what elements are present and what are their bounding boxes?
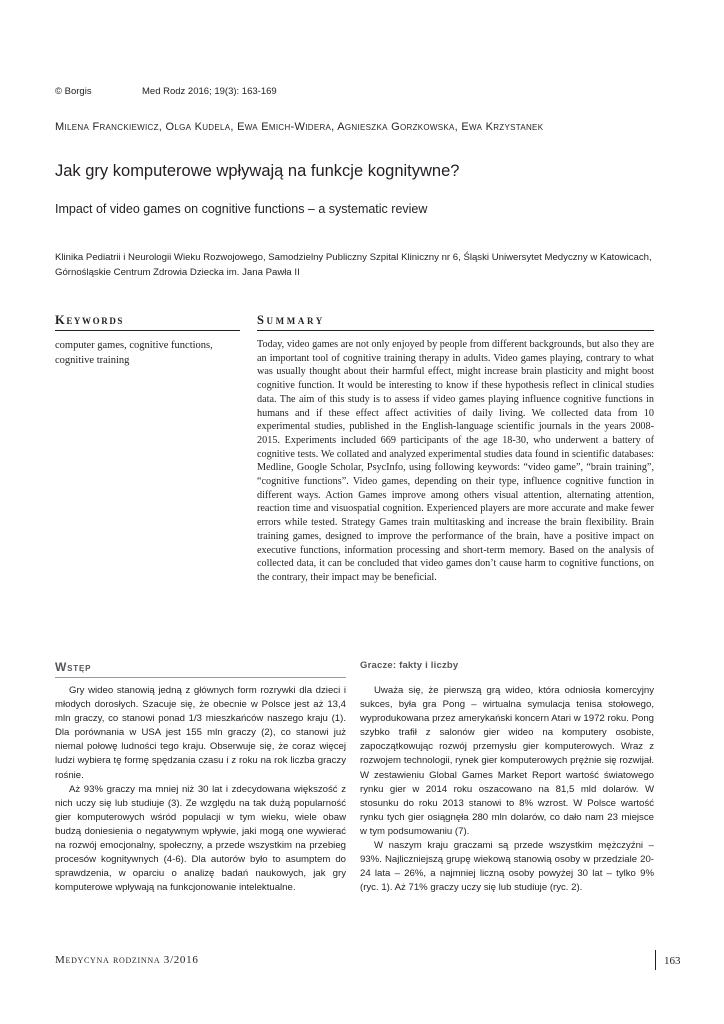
header-copyright: © Borgis bbox=[55, 86, 92, 97]
article-title-en: Impact of video games on cognitive functions – a systematic review bbox=[55, 202, 428, 216]
wstep-divider bbox=[55, 677, 346, 678]
wstep-body bbox=[55, 684, 346, 895]
article-title-pl: Jak gry komputerowe wpływają na funkcje kognitywne? bbox=[55, 162, 460, 180]
summary-heading: Summary bbox=[257, 313, 325, 327]
gracze-paragraph: W naszym kraju graczami są przede wszystkim mężczyźni – 93%. Najliczniejszą grupę wiekową stanowią osoby w przedziale 20-24 lata – 26%, a najmniej liczną osoby powyżej 30 lat – tylko 9% (ryc. 1). Aż 71% graczy uczy się lub studiuje (ryc. 2). bbox=[360, 840, 654, 894]
authors: Milena Franckiewicz, Olga Kudela, Ewa Emich-Widera, Agnieszka Gorzkowska, Ewa Krzystanek bbox=[55, 121, 544, 133]
page-number: 163 bbox=[664, 955, 681, 967]
footer-journal: Medycyna rodzinna 3/2016 bbox=[55, 954, 199, 966]
section-heading-gracze: Gracze: fakty i liczby bbox=[360, 660, 459, 671]
section-heading-wstep: Wstęp bbox=[55, 660, 92, 674]
summary-text: Today, video games are not only enjoyed by people from different backgrounds, but also they are an important tool of cognitive training therapy in adults. Video games playing, contrary to what was usually thought about their harmful effect, might increase brain plasticity and might boost cognitive function. It would be interesting to know if these hypothesis reflect in clinical studies data. The aim of this study is to assess if video games playing influence cognitive functions in humans and if these effect affect activities of daily living. We collected data from 10 experimental studies, published in the English-language scientific journals in the years 2008-2015. Experiments included 669 participants of the age 18-30, who underwent a battery of cognitive tests. We collated and analyzed experimental studies data found in scientific databases: Medline, Google Scholar, PsycInfo, using following keywords: “video game”, “brain training”, “cognitive functions”. Video games, depending on their type, influence cognitive function in different ways. Action Games improve among others visual attention, alternating attention, reaction time and visuospatial cognition. Experienced players are more accurate and make fewer errors while tested. Strategy Games train multitasking and increase the brain flexibility. Brain training games, designed to improve the performance of the brain, have a positive impact on executive functions, information processing and short-term memory. Based on the analysis of collected data, it can be concluded that video games don’t cause harm to cognitive functions, on the contrary, their impact may be beneficial. bbox=[257, 339, 654, 583]
gracze-paragraph: Uważa się, że pierwszą grą wideo, która odniosła komercyjny sukces, była gra Pong – wirtualna symulacja tenisa stołowego, wyprodukowana przez amerykański koncern Atari w 1972 roku. Pong szybko trafił z salonów gier wideo na komputery osobiste, zapoczątkowując rozwój przemysłu gier komputerowych. Wraz z rozwojem technologii, rynek gier komputerowych prężnie się rozwijał. W zestawieniu Global Games Market Report wartość światowego rynku gier w 2014 roku oszacowano na 81,5 mld dolarów. W stosunku do roku 2013 stanowi to 8% wzrost. W Polsce wartość rynku tych gier osiągnęła 280 mln dolarów, co dało nam 23 miejsce w tym podsumowaniu (7). bbox=[360, 685, 654, 837]
gracze-body bbox=[360, 684, 654, 895]
wstep-paragraph: Gry wideo stanowią jedną z głównych form rozrywki dla dzieci i młodych dorosłych. Szacuje się, że obecnie w Polsce jest aż 13,4 mln graczy, co stanowi ponad 1/3 mieszkańców naszego kraju (1). Dla porównania w USA jest 155 mln graczy (2), co stanowi już niemal połowę ludności tego kraju. Obserwuje się, że coraz więcej ludzi wybiera tę formę spędzania czasu i z roku na rok liczba graczy rośnie. bbox=[55, 685, 346, 781]
wstep-paragraph: Aż 93% graczy ma mniej niż 30 lat i zdecydowana większość z nich uczy się lub studiuje (3). Ze względu na tak dużą popularność gier komputerowych wśród populacji w tym wieku, wiele obaw budzą doniesienia o negatywnym wpływie, jaki mogą one wywierać na rozwój emocjonalny, społeczny, a przede wszystkim na przebieg procesów kognitywnych (4-6). Dla autorów było to asumptem do sprawdzenia, w oparciu o analizę badań naukowych, jak gry komputerowe wpływają na funkcjonowanie intelektualne. bbox=[55, 783, 346, 894]
journal-reference: Med Rodz 2016; 19(3): 163-169 bbox=[142, 86, 277, 97]
keywords-heading: Keywords bbox=[55, 313, 125, 327]
keywords-divider bbox=[55, 330, 240, 331]
summary-divider bbox=[257, 330, 654, 331]
keywords-text: computer games, cognitive functions, cognitive training bbox=[55, 340, 213, 366]
footer-divider bbox=[655, 950, 656, 970]
affiliation: Klinika Pediatrii i Neurologii Wieku Rozwojowego, Samodzielny Publiczny Szpital Kliniczny nr 6, Śląski Uniwersytet Medyczny w Katowicach, Górnośląskie Centrum Zdrowia Dziecka im. Jana Pawła II bbox=[55, 252, 652, 278]
